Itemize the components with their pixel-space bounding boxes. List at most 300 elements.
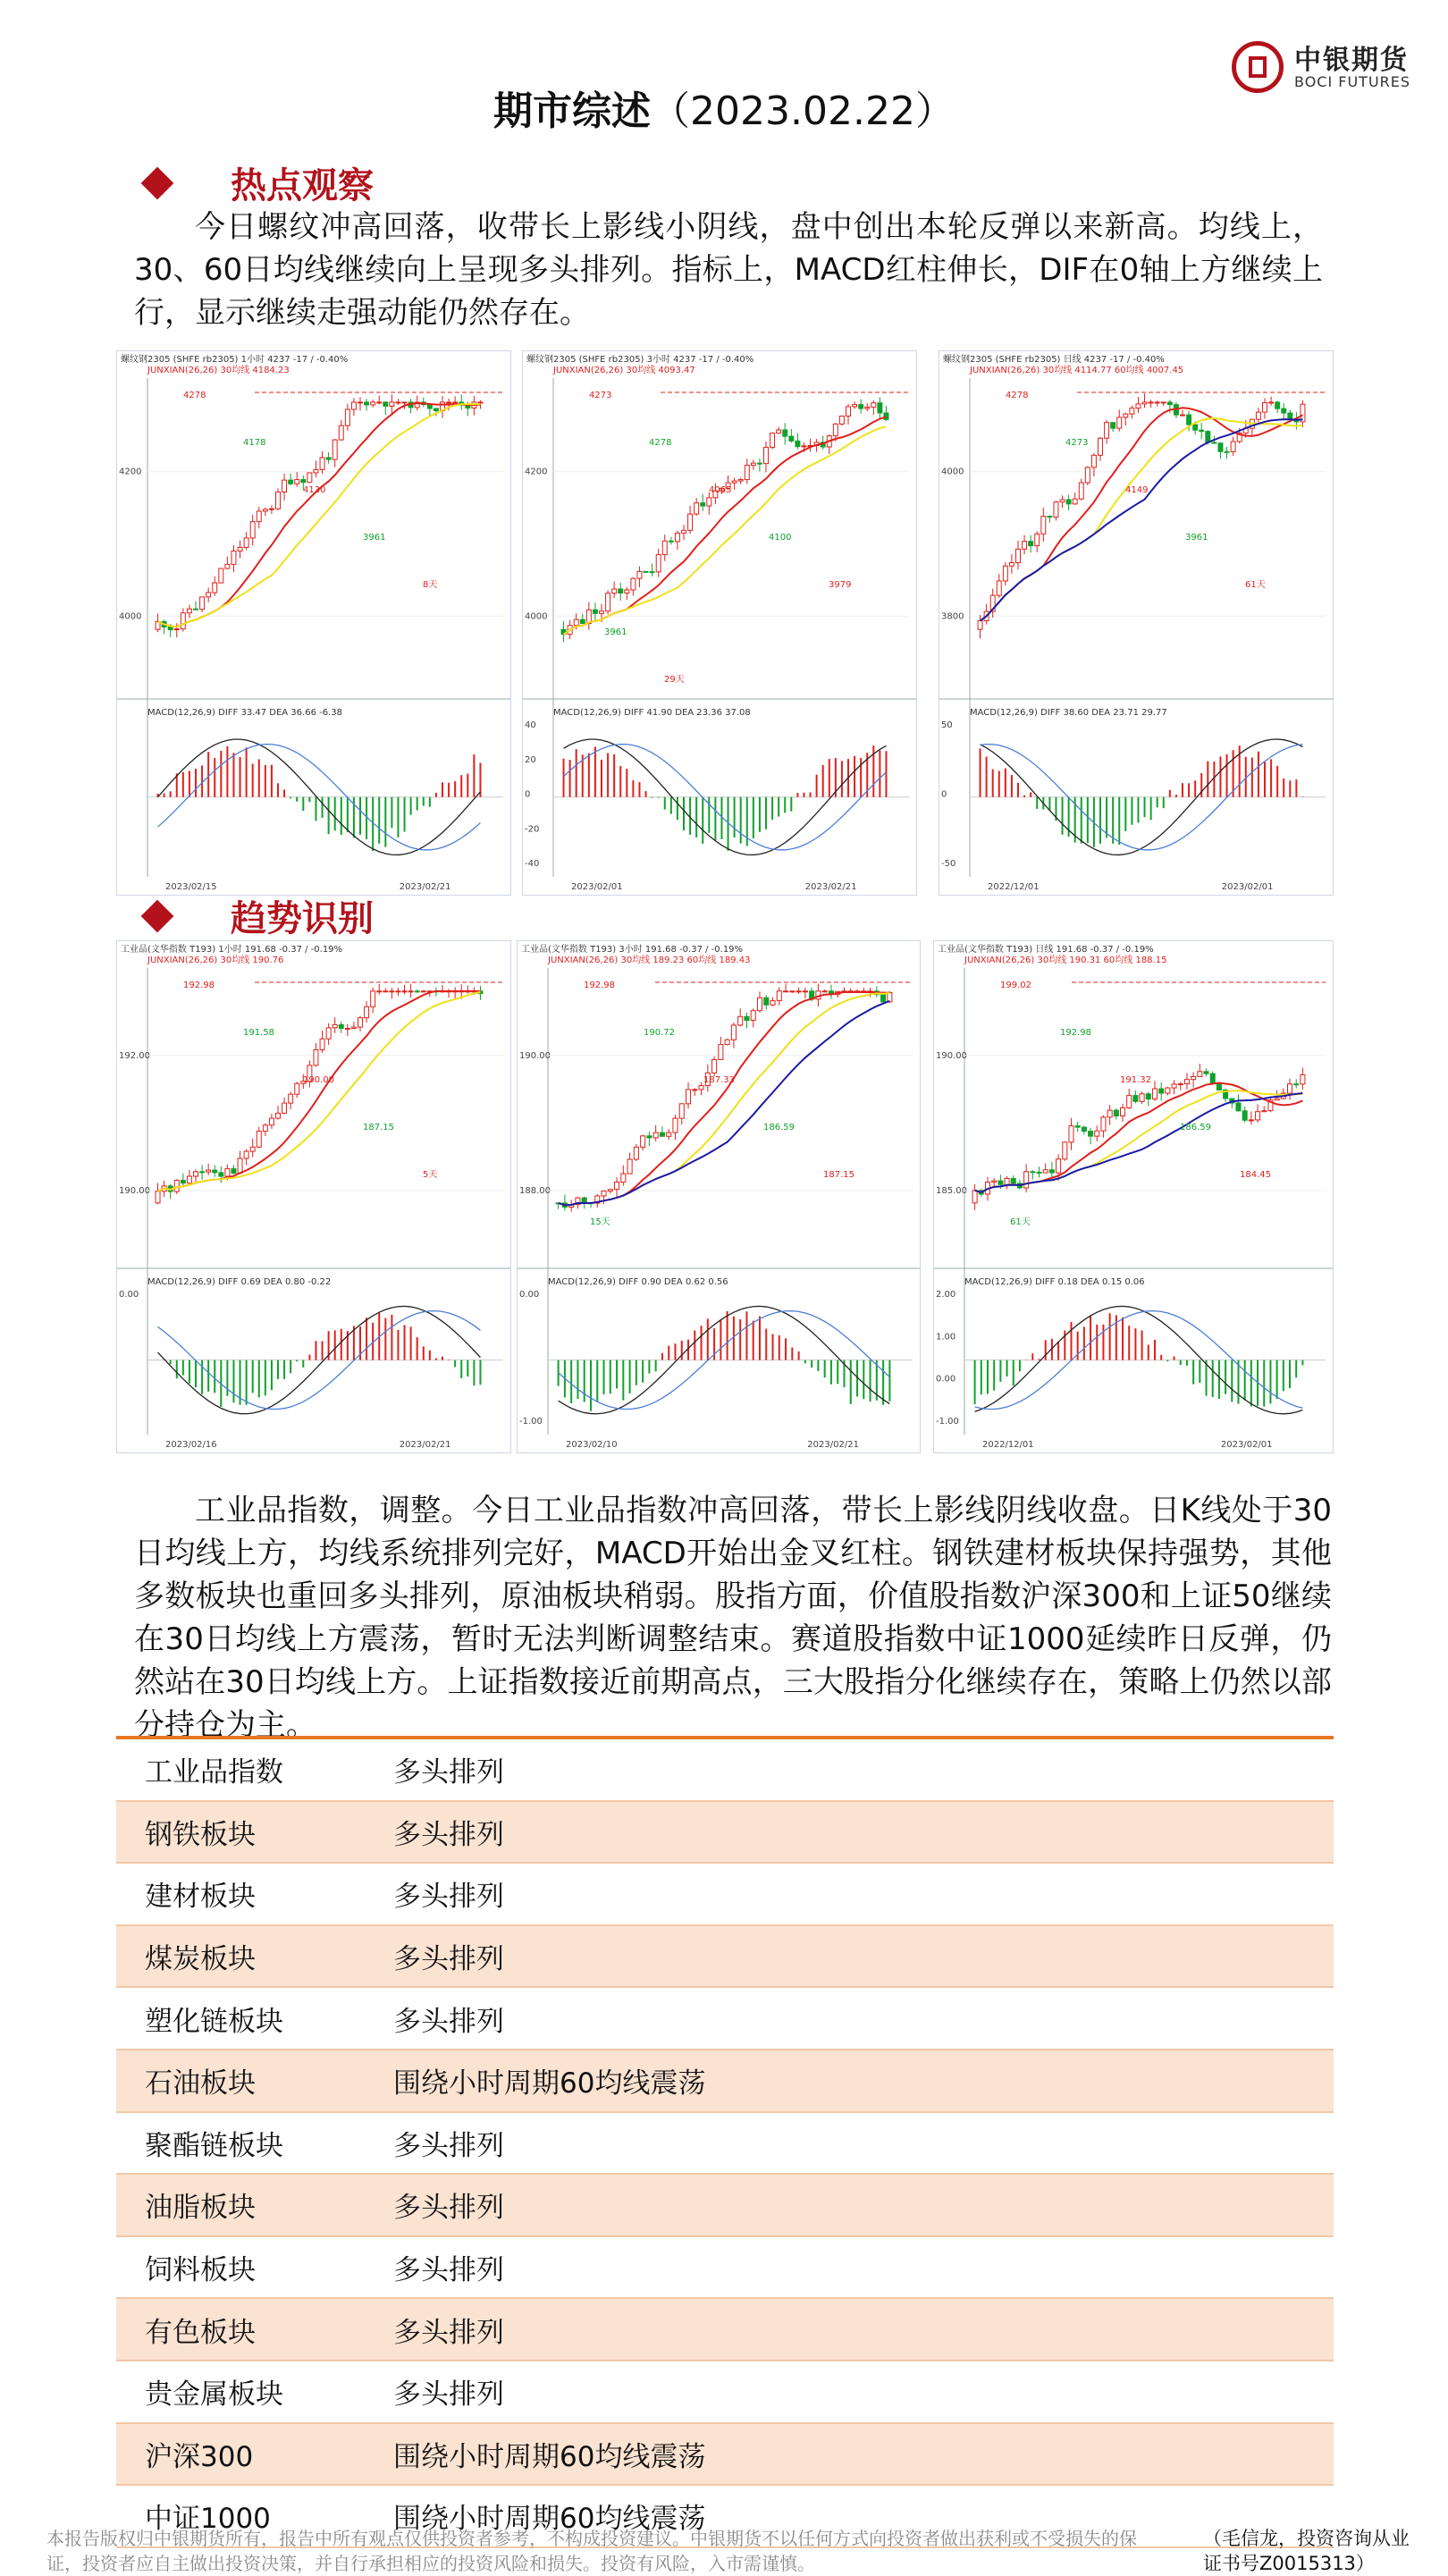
price-annotation: 5天	[423, 1170, 438, 1180]
candle-body	[784, 991, 788, 992]
candle-body	[712, 1059, 717, 1073]
price-annotation: 184.45	[1240, 1170, 1271, 1180]
section-title-trend: 趋势识别	[231, 898, 374, 939]
candle-body	[1282, 408, 1286, 413]
table-row	[116, 2424, 1334, 2487]
candle-body	[371, 402, 375, 405]
candle-body	[1069, 1126, 1073, 1142]
candle-body	[688, 514, 693, 530]
ma-yellow-line	[981, 418, 1303, 621]
chart-3	[939, 351, 1333, 895]
candle-body	[377, 991, 382, 992]
candle-body	[1060, 500, 1065, 502]
candle-body	[1149, 402, 1153, 403]
candle-body	[757, 463, 762, 464]
candle-body	[675, 533, 679, 542]
chart-header: 螺纹钢2305 (SHFE rb2305) 1小时 4237 -17 / -0.40%	[121, 355, 349, 365]
candle-body	[232, 551, 236, 564]
macd-tick-label: 0	[525, 789, 531, 800]
sector-name: 聚酯链板块	[145, 2129, 283, 2162]
candle-body	[181, 613, 185, 629]
candle-body	[187, 609, 191, 613]
candle-body	[200, 1172, 205, 1173]
candle-body	[631, 578, 636, 590]
candle-body	[383, 991, 388, 992]
y-tick-label: 185.00	[936, 1186, 967, 1196]
ma-yellow-line	[158, 992, 481, 1191]
candle-body	[878, 403, 882, 413]
candle-body	[1167, 402, 1172, 405]
candle-body	[269, 1118, 274, 1125]
table-row	[116, 2050, 1334, 2113]
candle-body	[194, 609, 198, 610]
candle-body	[276, 492, 281, 509]
candle-body	[1198, 1072, 1202, 1077]
sector-name: 石油板块	[145, 2067, 256, 2100]
candle-body	[1024, 1172, 1029, 1188]
candle-body	[1236, 1103, 1241, 1111]
candle-body	[1037, 1172, 1041, 1173]
candle-body	[1095, 1131, 1099, 1136]
candle-body	[998, 1181, 1003, 1184]
price-annotation: 199.02	[1000, 981, 1031, 990]
candle-body	[647, 1136, 652, 1138]
x-tick-label: 2022/12/01	[982, 1440, 1034, 1450]
y-tick-label: 4000	[525, 611, 548, 622]
candle-body	[1206, 432, 1210, 442]
macd-tick-label: 50	[941, 720, 953, 730]
candle-body	[263, 1125, 267, 1132]
candle-body	[213, 1170, 217, 1173]
candle-body	[1085, 467, 1090, 483]
macd-tick-label: 0.00	[936, 1374, 956, 1385]
price-annotation: 4278	[649, 438, 672, 448]
x-tick-label: 2022/12/01	[988, 882, 1040, 892]
candle-body	[1117, 417, 1122, 428]
macd-label: MACD(12,26,9) DIFF 41.90 DEA 23.36 37.08	[553, 708, 751, 718]
chart-panel-1	[116, 350, 511, 896]
candle-body	[770, 434, 775, 448]
candle-body	[1269, 402, 1274, 403]
candle-body	[865, 407, 870, 408]
price-annotation: 4273	[589, 391, 612, 400]
candle-body	[345, 409, 349, 425]
logo-en-text: BOCI FUTURES	[1294, 73, 1411, 90]
candle-body	[1130, 408, 1134, 415]
price-annotation: 187.33	[703, 1075, 735, 1085]
trend-table	[116, 1736, 1334, 2548]
candle-body	[289, 1094, 293, 1103]
candle-body	[326, 458, 331, 459]
candle-body	[656, 555, 661, 572]
chart-ma-label: JUNXIAN(26,26) 30均线 189.23 60均线 189.43	[548, 955, 751, 965]
x-tick-label: 2023/02/10	[566, 1440, 618, 1450]
sector-name: 有色板块	[145, 2316, 256, 2349]
chart-ma-label: JUNXIAN(26,26) 30均线 4093.47	[553, 366, 695, 375]
sector-name: 钢铁板块	[145, 1818, 256, 1851]
candle-body	[1107, 1110, 1112, 1117]
macd-label: MACD(12,26,9) DIFF 33.47 DEA 36.66 -6.38	[147, 708, 342, 718]
chart-panel-2	[522, 350, 917, 896]
ma30-line	[564, 417, 887, 634]
candle-body	[1105, 423, 1109, 439]
candle-body	[679, 1104, 684, 1118]
candle-body	[1049, 1170, 1054, 1173]
price-annotation: 4278	[183, 391, 206, 400]
candle-body	[1159, 1089, 1164, 1093]
ma30-line	[158, 991, 481, 1191]
candle-body	[263, 509, 267, 511]
candle-body	[453, 402, 458, 403]
chart-header: 螺纹钢2305 (SHFE rb2305) 日线 4237 -17 / -0.40%	[943, 355, 1165, 365]
candle-body	[168, 627, 173, 629]
table-row	[116, 1988, 1334, 2050]
candle-body	[1023, 542, 1027, 550]
x-tick-label: 2023/02/15	[165, 882, 217, 892]
price-annotation: 190.00	[303, 1075, 334, 1085]
price-annotation: 192.98	[584, 981, 615, 990]
candle-body	[777, 430, 781, 434]
candle-body	[238, 547, 242, 551]
candle-body	[1204, 1072, 1208, 1073]
candle-body	[282, 1103, 287, 1113]
price-annotation: 61天	[1245, 580, 1266, 590]
candle-body	[383, 402, 388, 406]
table-row	[116, 2237, 1334, 2300]
candle-body	[427, 405, 432, 408]
candle-body	[1063, 1142, 1067, 1159]
candle-body	[745, 1016, 749, 1020]
chart-header: 工业品(文华指数 T193) 1小时 191.68 -0.37 / -0.19%	[121, 945, 343, 955]
macd-tick-label: 0.00	[119, 1290, 139, 1300]
candle-body	[745, 466, 749, 480]
candle-body	[1172, 1084, 1176, 1088]
price-annotation: 3961	[363, 533, 386, 543]
x-tick-label: 2023/02/01	[1221, 882, 1274, 892]
chart-ma-label: JUNXIAN(26,26) 30均线 4184.23	[147, 366, 290, 375]
candle-body	[174, 1181, 179, 1192]
macd-tick-label: -1.00	[936, 1417, 959, 1427]
candle-body	[653, 1132, 658, 1138]
candle-body	[295, 1083, 299, 1094]
title-date: （2023.02.22）	[651, 88, 955, 134]
candle-body	[396, 991, 400, 992]
candle-body	[669, 541, 673, 542]
candle-body	[314, 469, 318, 473]
price-annotation: 3979	[829, 580, 852, 590]
y-tick-label: 4200	[525, 467, 548, 477]
chart-2	[523, 351, 916, 895]
logo-cn-text: 中银期货	[1294, 45, 1409, 76]
candle-body	[725, 1040, 729, 1044]
candle-body	[1079, 483, 1083, 499]
table-row	[116, 1926, 1334, 1989]
chart-panel-5	[517, 940, 921, 1453]
chart-5	[518, 941, 920, 1452]
candle-body	[1124, 414, 1128, 417]
price-annotation: 4130	[303, 485, 326, 495]
candle-body	[1161, 402, 1166, 403]
candle-body	[770, 1001, 775, 1006]
table-row	[116, 2299, 1334, 2361]
sector-trend: 围绕小时周期60均线震荡	[393, 2440, 706, 2473]
macd-label: MACD(12,26,9) DIFF 0.69 DEA 0.80 -0.22	[147, 1277, 332, 1287]
table-row	[116, 2175, 1334, 2237]
sector-trend: 多头排列	[393, 1943, 504, 1976]
price-annotation: 190.72	[644, 1028, 675, 1038]
candle-body	[802, 446, 806, 447]
sector-name: 饲料板块	[145, 2254, 256, 2287]
candle-body	[637, 571, 642, 578]
candle-body	[1099, 438, 1103, 455]
y-tick-label: 190.00	[119, 1186, 150, 1196]
price-annotation: 191.58	[243, 1028, 274, 1038]
candle-body	[390, 402, 394, 406]
price-annotation: 186.59	[1180, 1123, 1211, 1132]
candle-body	[764, 998, 769, 1005]
price-annotation: 187.15	[823, 1170, 854, 1180]
candle-body	[434, 408, 438, 411]
candle-body	[244, 1151, 248, 1158]
price-annotation: 4178	[243, 438, 266, 448]
candle-body	[1263, 403, 1267, 413]
candle-body	[1140, 1094, 1144, 1102]
candle-body	[695, 503, 699, 514]
candle-body	[1127, 1096, 1132, 1108]
candle-body	[751, 1011, 755, 1021]
candle-body	[1231, 442, 1235, 451]
candle-body	[156, 1191, 160, 1203]
candle-body	[1191, 1076, 1196, 1079]
candle-body	[295, 480, 299, 484]
candle-body	[1031, 1172, 1035, 1173]
candle-body	[351, 1027, 356, 1028]
candle-body	[650, 572, 654, 573]
candle-body	[641, 1136, 645, 1148]
candle-body	[289, 480, 293, 484]
candle-body	[402, 991, 407, 992]
chart-6	[934, 941, 1333, 1452]
macd-tick-label: 2.00	[936, 1290, 956, 1300]
author-note: （毛信龙，投资咨询从业证书号Z0015313）	[1203, 2528, 1410, 2574]
candle-body	[402, 402, 407, 403]
candle-body	[644, 571, 648, 572]
macd-tick-label: 20	[525, 754, 536, 765]
chart-ma-label: JUNXIAN(26,26) 30均线 190.31 60均线 188.15	[964, 955, 1167, 965]
trend-paragraph: 工业品指数，调整。今日工业品指数冲高回落，带长上影线阴线收盘。日K线处于30日均线上方，均线系统排列完好，MACD开始出金叉红柱。钢铁建材板块保持强势，其他多数板块也重回多头排列，原油板块稍弱。股指方面，价值股指数沪深300和上证50继续在30日均线上方震荡，暂时无法判断调整结束。赛道股指数中证1000延续昨日反弹，仍然站在30日均线上方。上证指数接近前期高点，三大股指分化继续存在，策略上仍然以部分持仓为主。	[134, 1493, 1332, 1743]
candle-body	[1178, 1084, 1183, 1085]
candle-body	[699, 1086, 703, 1090]
table-row	[116, 1739, 1334, 1802]
candle-body	[1146, 1094, 1150, 1099]
candle-body	[1029, 542, 1033, 546]
x-tick-label: 2023/02/16	[165, 1440, 217, 1450]
table-row	[116, 2361, 1334, 2424]
candle-body	[206, 1170, 211, 1172]
candle-body	[707, 498, 711, 506]
candle-body	[238, 1158, 242, 1174]
candle-body	[282, 480, 287, 492]
candle-body	[250, 1147, 255, 1151]
candle-body	[1011, 1178, 1015, 1183]
candle-body	[833, 424, 838, 435]
candle-body	[1210, 1073, 1215, 1082]
candle-body	[790, 991, 795, 992]
candle-body	[1082, 1127, 1086, 1132]
candle-body	[803, 991, 807, 992]
candle-body	[365, 402, 369, 405]
candle-body	[997, 581, 1001, 595]
candle-body	[1005, 1178, 1009, 1184]
sector-trend: 多头排列	[393, 1881, 504, 1914]
candle-body	[978, 621, 982, 630]
candle-body	[1187, 415, 1191, 425]
candle-body	[187, 1176, 191, 1183]
macd-label: MACD(12,26,9) DIFF 0.90 DEA 0.62 0.56	[548, 1277, 728, 1287]
candle-body	[1262, 1111, 1267, 1112]
candle-body	[1009, 563, 1014, 567]
sector-trend: 多头排列	[393, 2005, 504, 2038]
ma60-line	[981, 419, 1303, 620]
candle-body	[339, 1024, 343, 1028]
candle-body	[606, 593, 610, 611]
candle-body	[1142, 402, 1147, 404]
sector-trend: 多头排列	[393, 2254, 504, 2287]
candle-body	[602, 1191, 606, 1196]
candle-body	[1184, 1080, 1189, 1084]
candle-body	[276, 1113, 281, 1118]
candle-body	[682, 530, 686, 533]
title-text: 期市综述	[493, 88, 652, 134]
candle-body	[621, 1174, 626, 1182]
candle-body	[673, 1118, 678, 1132]
candle-body	[660, 1132, 664, 1136]
disclaimer: 本报告版权归中银期货所有，报告中所有观点仅供投资者参考，不构成投资建议。中银期货不以任何方式向投资者做出获利或不受损失的保证，投资者应自主做出投资决策，并自行承担相应的投资风险和损失。投资有风险，入市需谨慎。	[46, 2528, 1137, 2574]
sector-name: 贵金属板块	[145, 2378, 283, 2412]
candle-body	[365, 1006, 369, 1017]
y-tick-label: 4200	[119, 467, 142, 477]
candle-body	[634, 1147, 638, 1159]
price-annotation: 8天	[423, 580, 438, 590]
candle-body	[314, 1049, 318, 1065]
macd-tick-label: -40	[525, 859, 540, 869]
chart-ma-label: JUNXIAN(26,26) 30均线 190.76	[147, 955, 284, 965]
candle-body	[1166, 1088, 1170, 1093]
candle-body	[859, 405, 863, 408]
candle-body	[219, 568, 223, 583]
chart-4	[117, 941, 510, 1452]
candle-body	[789, 436, 794, 441]
candle-body	[1200, 430, 1204, 431]
macd-tick-label: -1.00	[519, 1417, 543, 1427]
candle-body	[839, 416, 844, 424]
price-annotation: 4149	[1125, 485, 1149, 495]
y-tick-label: 190.00	[519, 1050, 551, 1061]
candle-body	[1275, 402, 1280, 408]
price-annotation: 3961	[604, 627, 627, 637]
sector-trend: 多头排列	[393, 1818, 504, 1851]
ma-yellow-line	[564, 426, 887, 634]
candle-body	[219, 1173, 223, 1176]
price-annotation: 29天	[664, 675, 685, 685]
candle-body	[1066, 500, 1071, 504]
chart-ma-label: JUNXIAN(26,26) 30均线 4114.77 60均线 4007.45	[970, 366, 1184, 375]
candle-body	[1193, 425, 1198, 430]
candle-body	[719, 1045, 723, 1060]
candle-body	[764, 447, 769, 463]
candle-body	[307, 473, 312, 483]
candle-body	[1225, 451, 1229, 452]
candle-body	[881, 995, 886, 1002]
candle-body	[1275, 1099, 1279, 1100]
sector-trend: 多头排列	[393, 2192, 504, 2225]
x-tick-label: 2023/02/21	[804, 882, 857, 892]
candle-body	[301, 480, 306, 483]
candle-body	[1288, 1084, 1292, 1093]
candle-body	[1121, 1107, 1125, 1115]
candle-body	[1101, 1117, 1106, 1131]
candle-body	[326, 1028, 331, 1039]
candle-body	[1136, 404, 1141, 408]
macd-label: MACD(12,26,9) DIFF 38.60 DEA 23.71 29.77	[970, 708, 1167, 718]
candle-body	[390, 991, 394, 992]
y-tick-label: 192.00	[119, 1050, 150, 1061]
candle-body	[625, 590, 629, 593]
candle-body	[1114, 1110, 1118, 1115]
candle-body	[686, 1090, 690, 1104]
macd-tick-label: 0	[941, 789, 947, 800]
candle-body	[1242, 1111, 1247, 1120]
candle-body	[667, 1132, 671, 1136]
candle-body	[345, 1029, 349, 1030]
candle-body	[181, 1181, 185, 1183]
candle-body	[662, 541, 667, 554]
candle-body	[796, 441, 800, 446]
candle-body	[619, 589, 623, 593]
sector-trend: 围绕小时周期60均线震荡	[393, 2503, 706, 2536]
candle-body	[339, 425, 343, 440]
candle-body	[757, 998, 762, 1010]
macd-tick-label: -50	[941, 859, 956, 869]
candle-body	[1133, 1096, 1138, 1102]
candle-body	[884, 413, 888, 419]
price-annotation: 3961	[1185, 533, 1208, 543]
candle-body	[732, 481, 737, 483]
candle-body	[1256, 1112, 1260, 1120]
candle-body	[1041, 517, 1046, 535]
candle-body	[1181, 415, 1185, 416]
chart-header: 螺纹钢2305 (SHFE rb2305) 3小时 4237 -17 / -0.40%	[526, 355, 754, 365]
candle-body	[846, 407, 851, 417]
candle-body	[777, 991, 781, 1001]
x-tick-label: 2023/02/21	[807, 1440, 859, 1450]
candle-body	[731, 1025, 736, 1040]
sector-trend: 多头排列	[393, 1756, 504, 1789]
chart-panel-6	[933, 940, 1334, 1453]
chart-header: 工业品(文华指数 T193) 日线 191.68 -0.37 / -0.19%	[938, 945, 1154, 955]
price-annotation: 4278	[1006, 391, 1029, 400]
candle-body	[1057, 1159, 1061, 1173]
candle-body	[627, 1159, 632, 1174]
candle-body	[1016, 549, 1021, 562]
candle-body	[358, 1018, 363, 1027]
macd-tick-label: 1.00	[936, 1332, 956, 1343]
candle-body	[608, 1190, 612, 1191]
candle-body	[822, 991, 827, 992]
macd-tick-label: 40	[525, 720, 536, 730]
sector-name: 油脂板块	[145, 2192, 256, 2225]
candle-body	[396, 402, 400, 403]
